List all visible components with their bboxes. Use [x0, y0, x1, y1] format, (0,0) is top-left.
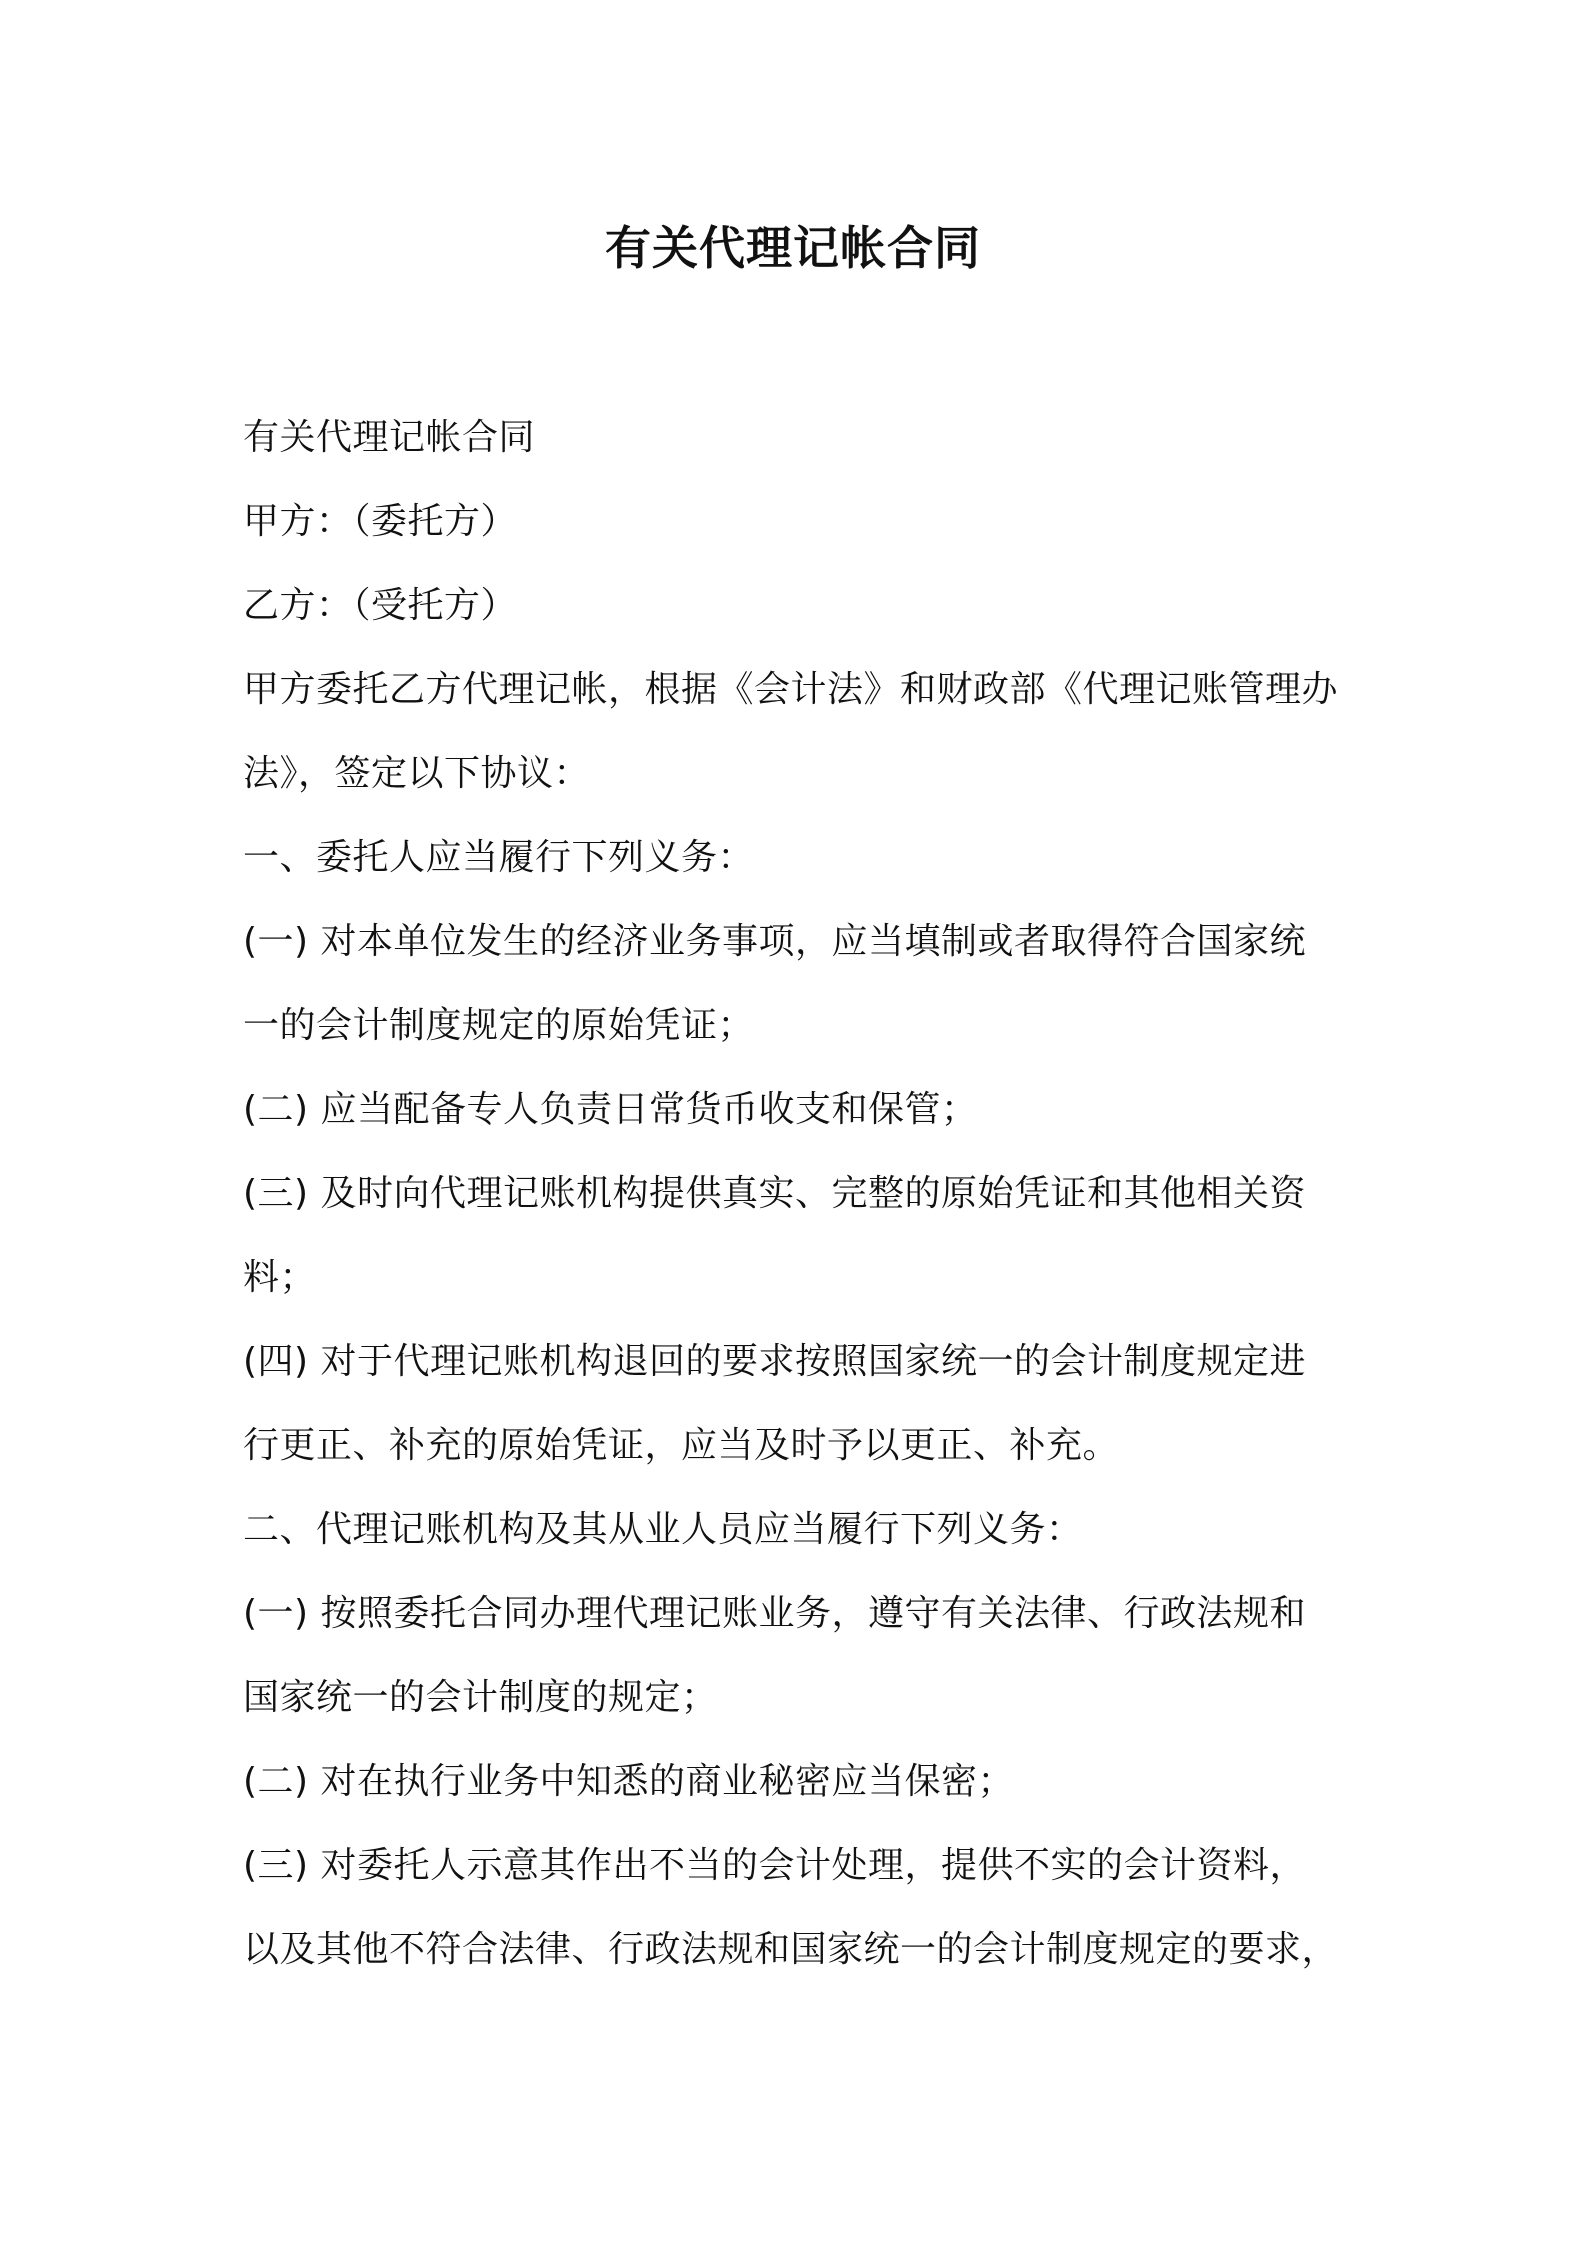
clause-line: 国家统一的会计制度的规定；	[243, 1677, 718, 1718]
clause-line: 以及其他不符合法律、行政法规和国家统一的会计制度规定的要求，	[243, 1929, 1339, 1970]
clause-line: (二) 对在执行业务中知悉的商业秘密应当保密；	[243, 1761, 1015, 1802]
paragraph-heading: 有关代理记帐合同	[243, 417, 536, 458]
document-body	[243, 396, 1353, 1992]
clause-line: (一) 对本单位发生的经济业务事项，应当填制或者取得符合国家统	[243, 921, 1307, 962]
party-a-line: 甲方：（委托方）	[243, 501, 518, 542]
clause-line: (四) 对于代理记账机构退回的要求按照国家统一的会计制度规定进	[243, 1341, 1307, 1382]
party-b-line: 乙方：（受托方）	[243, 585, 518, 626]
clause-line: (一) 按照委托合同办理代理记账业务，遵守有关法律、行政法规和	[243, 1593, 1307, 1634]
clause-line: (三) 及时向代理记账机构提供真实、完整的原始凭证和其他相关资	[243, 1173, 1307, 1214]
section-heading: 一、委托人应当履行下列义务：	[243, 837, 755, 878]
clause-line: (三) 对委托人示意其作出不当的会计处理，提供不实的会计资料，	[243, 1845, 1307, 1886]
clause-line: 料；	[243, 1257, 317, 1298]
preamble-line: 法》，签定以下协议：	[243, 753, 591, 794]
section-heading: 二、代理记账机构及其从业人员应当履行下列义务：	[243, 1509, 1083, 1550]
clause-line: 行更正、补充的原始凭证，应当及时予以更正、补充。	[243, 1425, 1120, 1466]
clause-line: (二) 应当配备专人负责日常货币收支和保管；	[243, 1089, 978, 1130]
clause-line: 一的会计制度规定的原始凭证；	[243, 1005, 755, 1046]
preamble-line: 甲方委托乙方代理记帐，根据《会计法》和财政部《代理记账管理办	[243, 669, 1339, 710]
document-title: 有关代理记帐合同	[605, 221, 981, 275]
